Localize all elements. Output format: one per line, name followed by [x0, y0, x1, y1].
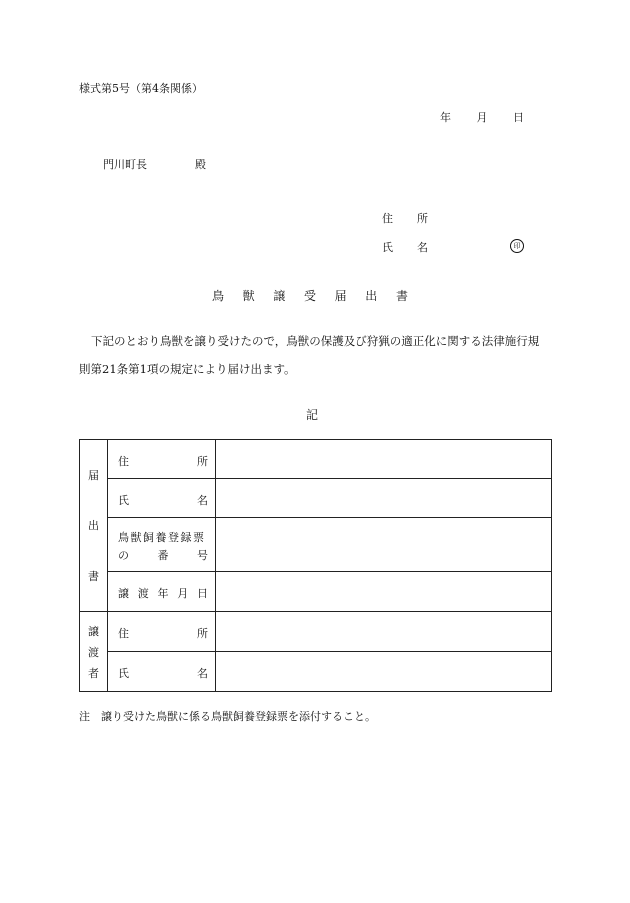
row-address-label: 住 所 — [118, 455, 208, 468]
date-day: 日 — [513, 111, 524, 124]
value-address[interactable] — [216, 440, 551, 478]
group-transferor-label: 譲 渡 者 — [88, 625, 99, 680]
value-name[interactable] — [216, 479, 551, 517]
date-month: 月 — [476, 111, 488, 124]
value-registration-number[interactable] — [216, 518, 551, 571]
form-number: 様式第5号（第4条関係） — [79, 82, 203, 95]
addressee-honorific: 殿 — [195, 158, 206, 171]
ki-heading: 記 — [306, 408, 319, 422]
row-registration-line-1: 鳥獣飼養登録票 — [118, 531, 206, 544]
date-year: 年 — [440, 111, 451, 124]
row-transfer-date-label: 譲 渡 年 月 日 — [118, 587, 208, 600]
row-transferor-address-label: 住 所 — [118, 627, 208, 640]
seal-mark: 印 — [510, 239, 524, 253]
applicant-address-label: 住 所 — [382, 212, 428, 225]
footnote: 注 譲り受けた鳥獣に係る鳥獣飼養登録票を添付すること。 — [79, 710, 376, 723]
body-text — [79, 327, 551, 383]
body-line-1: 下記のとおり鳥獣を譲り受けたので，鳥獣の保護及び狩猟の適正化に関する法律施行規 — [91, 334, 540, 348]
row-registration-label — [118, 529, 210, 563]
document-title: 鳥 獣 譲 受 届 出 書 — [212, 289, 408, 303]
value-transferor-address[interactable] — [216, 612, 551, 651]
value-transfer-date[interactable] — [216, 572, 551, 611]
group-applicant-label: 届 出 書 — [88, 469, 99, 583]
addressee — [103, 156, 206, 172]
form-table — [79, 439, 552, 692]
date-field — [440, 109, 524, 125]
row-transferor-name-label: 氏 名 — [118, 667, 208, 680]
addressee-name: 門川町長 — [103, 158, 147, 171]
applicant-name-label: 氏 名 — [382, 241, 428, 254]
body-line-2: 則第21条第1項の規定により届け出ます。 — [79, 362, 296, 376]
applicant-address — [382, 210, 428, 226]
row-registration-line-2: の 番 号 — [118, 549, 208, 562]
applicant-name — [382, 239, 428, 255]
row-name-label: 氏 名 — [118, 494, 208, 507]
value-transferor-name[interactable] — [216, 652, 551, 691]
